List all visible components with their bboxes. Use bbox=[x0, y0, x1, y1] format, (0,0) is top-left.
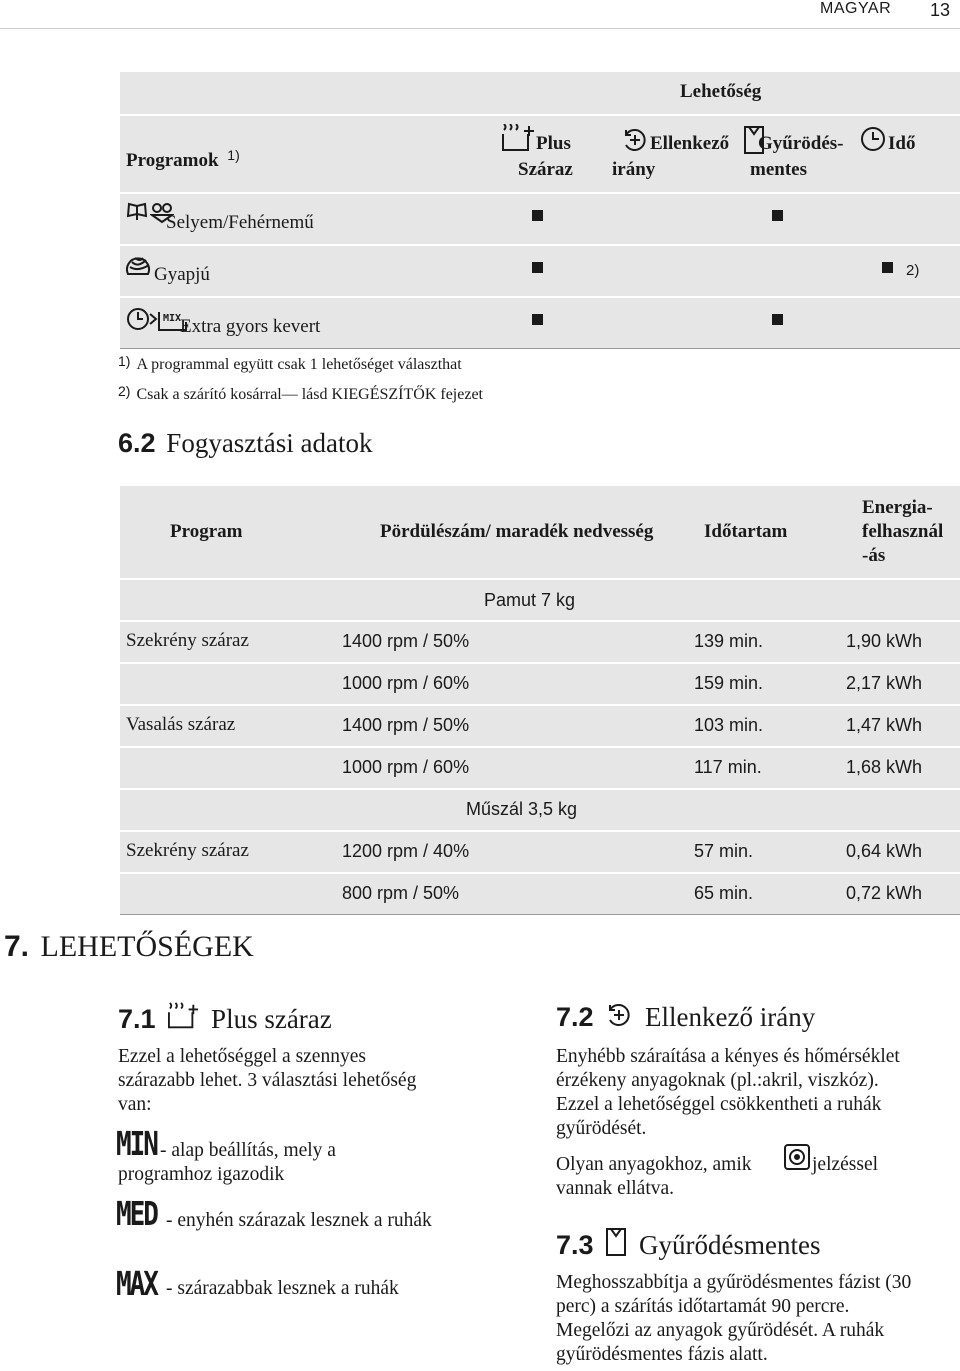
section-7-3-para-line: Megelőzi az anyagok gyűrödését. A ruhák bbox=[556, 1320, 885, 1341]
section-7-3-heading bbox=[556, 1226, 821, 1261]
plus-dry-header-line2: Száraz bbox=[518, 159, 573, 180]
row-separator bbox=[120, 830, 960, 832]
spin-cell: 1000 rpm / 60% bbox=[342, 757, 470, 777]
anti-crease-icon bbox=[606, 1228, 626, 1256]
section-title: Gyűrődésmentes bbox=[639, 1230, 821, 1260]
section-7-2-para-line: Enyhébb száraítása a kényes és hőmérséklet bbox=[556, 1046, 900, 1067]
header-energy-line2: felhasznál bbox=[862, 521, 944, 542]
energy-cell: 1,47 kWh bbox=[846, 715, 923, 735]
section-title: Ellenkező irány bbox=[645, 1002, 816, 1032]
spin-cell: 1200 rpm / 40% bbox=[342, 841, 470, 861]
row-separator bbox=[120, 704, 960, 706]
duration-cell: 117 min. bbox=[694, 757, 762, 777]
footnote-mark: 2) bbox=[118, 383, 131, 399]
reverse-tumble-icon bbox=[622, 127, 648, 153]
section-7-1-intro-line: Ezzel a lehetőséggel a szennyes bbox=[118, 1046, 366, 1067]
page-header bbox=[0, 0, 960, 20]
section-7-1-intro-line: van: bbox=[118, 1094, 152, 1115]
duration-cell: 103 min. bbox=[694, 715, 764, 735]
option-mark-plus-dry bbox=[532, 210, 543, 221]
silk-icon bbox=[126, 202, 148, 222]
row-separator bbox=[120, 788, 960, 790]
footnote-text: Csak a szárító kosárral— lásd KIEGÉSZÍTŐK fejezet bbox=[136, 386, 483, 403]
section-7-1-heading bbox=[118, 1000, 332, 1035]
row-separator bbox=[120, 192, 960, 194]
option-mark-plus-dry bbox=[532, 262, 543, 273]
reverse-header-line1: Ellenkező bbox=[650, 133, 730, 154]
option-mark-time bbox=[882, 262, 893, 273]
energy-cell: 1,90 kWh bbox=[846, 631, 923, 651]
section-7-1-intro-line: szárazabb lehet. 3 választási lehetőség bbox=[118, 1070, 417, 1091]
plus-dry-icon bbox=[502, 124, 534, 152]
group-title: Pamut 7 kg bbox=[484, 590, 576, 610]
row-separator bbox=[120, 872, 960, 874]
duration-cell: 57 min. bbox=[694, 841, 754, 861]
program-cell: Szekrény száraz bbox=[126, 840, 249, 861]
level-description: - szárazabbak lesznek a ruhák bbox=[166, 1278, 399, 1299]
options-header-title: Lehetőség bbox=[680, 81, 762, 102]
footnote-1 bbox=[118, 352, 462, 377]
wool-icon bbox=[126, 254, 152, 278]
program-cell: Vasalás száraz bbox=[126, 714, 236, 735]
section-7-3-para-line: gyűrödésmentes fázis alatt. bbox=[556, 1344, 768, 1365]
spin-cell: 800 rpm / 50% bbox=[342, 883, 460, 903]
program-row-label: Selyem/Fehérnemű bbox=[166, 212, 314, 233]
footnote-mark: 1) bbox=[118, 353, 131, 369]
time-footnote-mark: 2) bbox=[906, 262, 920, 279]
spin-cell: 1000 rpm / 60% bbox=[342, 673, 470, 693]
section-7-heading bbox=[4, 930, 254, 964]
section-6-2-heading bbox=[118, 428, 373, 459]
section-number: 7.2 bbox=[556, 1002, 594, 1032]
section-7-3-para-line: Meghosszabbítja a gyűrödésmentes fázist (30 bbox=[556, 1272, 912, 1293]
row-separator bbox=[120, 578, 960, 580]
max-display-icon: MAX bbox=[116, 1266, 157, 1304]
duration-cell: 139 min. bbox=[694, 631, 764, 651]
section-7-2-para2-c: vannak ellátva. bbox=[556, 1178, 675, 1199]
programs-footnote-mark: 1) bbox=[227, 147, 240, 163]
header-program: Program bbox=[170, 521, 243, 542]
time-clock-icon bbox=[860, 126, 886, 152]
reverse-tumble-icon bbox=[606, 1002, 632, 1028]
header-energy-line1: Energia- bbox=[862, 497, 933, 518]
section-number: 7.3 bbox=[556, 1230, 594, 1260]
section-number: 7.1 bbox=[118, 1004, 156, 1034]
option-mark-anti-crease bbox=[772, 314, 783, 325]
duration-cell: 65 min. bbox=[694, 883, 754, 903]
row-separator bbox=[120, 746, 960, 748]
section-7-2-para-line: Ezzel a lehetőséggel csökkentheti a ruhák bbox=[556, 1094, 882, 1115]
plus-dry-icon bbox=[168, 1002, 198, 1030]
row-separator bbox=[120, 296, 960, 298]
svg-text:MIX: MIX bbox=[163, 313, 182, 324]
section-number: 7. bbox=[4, 930, 30, 963]
header-spin: Pördülészám/ maradék nedvesség bbox=[380, 521, 654, 542]
programs-label: Programok bbox=[126, 150, 219, 171]
level-description: - enyhén szárazak lesznek a ruhák bbox=[166, 1210, 432, 1231]
section-7-2-heading bbox=[556, 1000, 815, 1033]
header-rule bbox=[0, 28, 960, 29]
row-separator bbox=[120, 114, 960, 116]
program-row-label: Extra gyors kevert bbox=[180, 316, 321, 337]
time-header: Idő bbox=[888, 133, 916, 154]
footnote-2 bbox=[118, 382, 483, 407]
section-title: Fogyasztási adatok bbox=[166, 428, 373, 458]
min-display-icon: MIN bbox=[116, 1126, 157, 1164]
section-7-3-para-line: perc) a szárítás időtartamát 90 percre. bbox=[556, 1296, 850, 1317]
program-row-label: Gyapjú bbox=[154, 264, 210, 285]
row-separator bbox=[120, 662, 960, 664]
header-duration: Időtartam bbox=[704, 521, 788, 542]
row-separator bbox=[120, 620, 960, 622]
section-7-2-para-line: gyűrödését. bbox=[556, 1118, 647, 1139]
energy-cell: 0,72 kWh bbox=[846, 883, 923, 903]
spin-cell: 1400 rpm / 50% bbox=[342, 715, 470, 735]
plus-dry-header-line1: Plus bbox=[536, 133, 571, 154]
program-cell: Szekrény száraz bbox=[126, 630, 249, 651]
header-energy-line3: -ás bbox=[862, 545, 886, 566]
footnote-text: A programmal együtt csak 1 lehetőséget választhat bbox=[136, 356, 462, 373]
reverse-header-line2: irány bbox=[612, 159, 656, 180]
spin-cell: 1400 rpm / 50% bbox=[342, 631, 470, 651]
programs-column-header bbox=[126, 149, 240, 173]
group-title: Műszál 3,5 kg bbox=[466, 799, 578, 819]
options-table-bottom-rule bbox=[120, 348, 960, 349]
section-title: LEHETŐSÉGEK bbox=[40, 930, 254, 963]
consumption-table-bottom-rule bbox=[120, 914, 960, 915]
option-mark-anti-crease bbox=[772, 210, 783, 221]
level-description: programhoz igazodik bbox=[118, 1164, 285, 1185]
section-7-2-para2-a: Olyan anyagokhoz, amik bbox=[556, 1154, 752, 1175]
language-label: MAGYAR bbox=[820, 0, 892, 17]
quick-clock-icon bbox=[126, 306, 158, 332]
energy-cell: 2,17 kWh bbox=[846, 673, 923, 693]
anti-crease-header-line2: mentes bbox=[750, 159, 807, 180]
level-description: - alap beállítás, mely a bbox=[160, 1140, 336, 1161]
row-separator bbox=[120, 244, 960, 246]
energy-cell: 0,64 kWh bbox=[846, 841, 923, 861]
med-display-icon: MED bbox=[116, 1196, 157, 1234]
duration-cell: 159 min. bbox=[694, 673, 764, 693]
section-7-2-para-line: érzékeny anyagoknak (pl.:akril, viszkóz). bbox=[556, 1070, 879, 1091]
section-7-2-para2-b: jelzéssel bbox=[812, 1154, 879, 1175]
anti-crease-header-line1: Gyűrödés- bbox=[758, 133, 844, 154]
section-title: Plus száraz bbox=[211, 1004, 332, 1034]
energy-cell: 1,68 kWh bbox=[846, 757, 923, 777]
section-number: 6.2 bbox=[118, 428, 156, 458]
delicate-fabric-icon bbox=[784, 1144, 810, 1170]
option-mark-plus-dry bbox=[532, 314, 543, 325]
page-number: 13 bbox=[930, 0, 951, 20]
